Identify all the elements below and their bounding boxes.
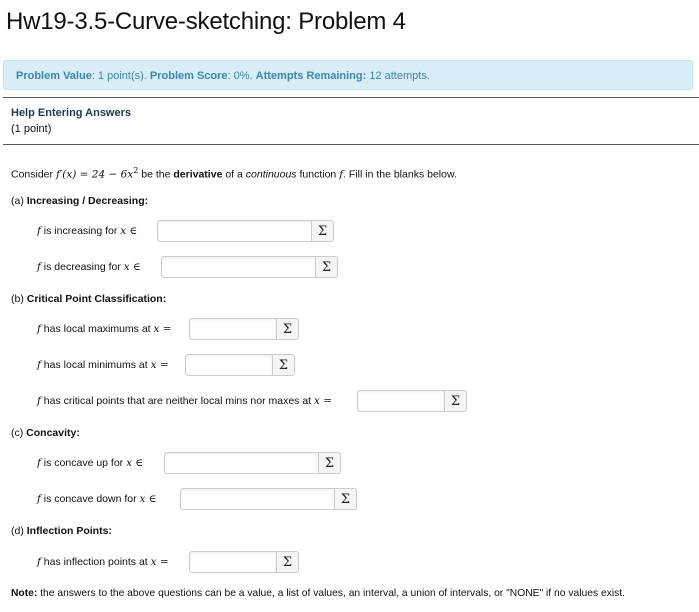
divider-top: [3, 97, 699, 98]
local-max-answer-group: [189, 318, 299, 340]
page-title: Hw19-3.5-Curve-sketching: Problem 4: [6, 8, 406, 35]
section-b-heading: (b) Critical Point Classification:: [11, 293, 167, 305]
question-concave-up: f is concave up for x ∈: [37, 457, 144, 469]
section-c-heading: (c) Concavity:: [11, 427, 80, 439]
section-d-heading: (d) Inflection Points:: [11, 525, 112, 537]
concave-up-input[interactable]: [164, 452, 319, 474]
question-local-max: f has local maximums at x =: [37, 323, 172, 335]
sigma-equation-editor-icon[interactable]: Σ: [273, 354, 295, 376]
question-decreasing: f is decreasing for x ∈: [37, 261, 141, 273]
inflection-input[interactable]: [189, 551, 277, 573]
local-min-input[interactable]: [185, 354, 273, 376]
question-concave-down: f is concave down for x ∈: [37, 493, 157, 505]
decreasing-input[interactable]: [161, 256, 316, 278]
increasing-input[interactable]: [157, 220, 312, 242]
increasing-answer-group: [157, 220, 334, 242]
concave-up-answer-group: [164, 452, 341, 474]
question-neither: f has critical points that are neither local mins nor maxes at x =: [37, 395, 333, 407]
problem-score-text: : 0%.: [227, 70, 256, 82]
decreasing-answer-group: [161, 256, 338, 278]
section-a-heading: (a) Increasing / Decreasing:: [11, 195, 149, 207]
neither-input[interactable]: [357, 390, 445, 412]
question-inflection: f has inflection points at x =: [37, 556, 169, 568]
sigma-equation-editor-icon[interactable]: Σ: [316, 256, 338, 278]
sigma-equation-editor-icon[interactable]: Σ: [312, 220, 334, 242]
divider-problem: [3, 144, 699, 145]
sigma-equation-editor-icon[interactable]: Σ: [319, 452, 341, 474]
inflection-answer-group: [189, 551, 299, 573]
local-max-input[interactable]: [189, 318, 277, 340]
question-local-min: f has local minimums at x =: [37, 359, 169, 371]
answer-format-note: Note: the answers to the above questions can be a value, a list of values, an interval, a union of intervals, or "NONE" if no values exist.: [11, 588, 625, 599]
attempts-text: 12 attempts.: [366, 70, 430, 82]
sigma-equation-editor-icon[interactable]: Σ: [277, 551, 299, 573]
problem-score-label: Problem Score: [149, 70, 228, 82]
sigma-equation-editor-icon[interactable]: Σ: [445, 390, 467, 412]
neither-answer-group: [357, 390, 467, 412]
derivative-formula: f′(x) = 24 − 6x: [55, 168, 134, 181]
points-label: (1 point): [11, 123, 52, 135]
problem-value-text: : 1 point(s).: [91, 70, 150, 82]
attempts-label: Attempts Remaining:: [255, 70, 367, 82]
problem-statement: Consider $f'(x) = 24 - 6x^2$ be the derivative of a continuous function f. Fill in the blanks below.: [11, 166, 457, 181]
sigma-equation-editor-icon[interactable]: Σ: [277, 318, 299, 340]
concave-down-input[interactable]: [180, 488, 335, 510]
problem-value-label: Problem Value: [16, 70, 92, 82]
sigma-equation-editor-icon[interactable]: Σ: [335, 488, 357, 510]
local-min-answer-group: [185, 354, 295, 376]
help-entering-answers-link[interactable]: Help Entering Answers: [11, 107, 132, 119]
concave-down-answer-group: [180, 488, 357, 510]
question-increasing: f is increasing for x ∈: [37, 225, 138, 237]
problem-info-alert: [3, 60, 693, 90]
